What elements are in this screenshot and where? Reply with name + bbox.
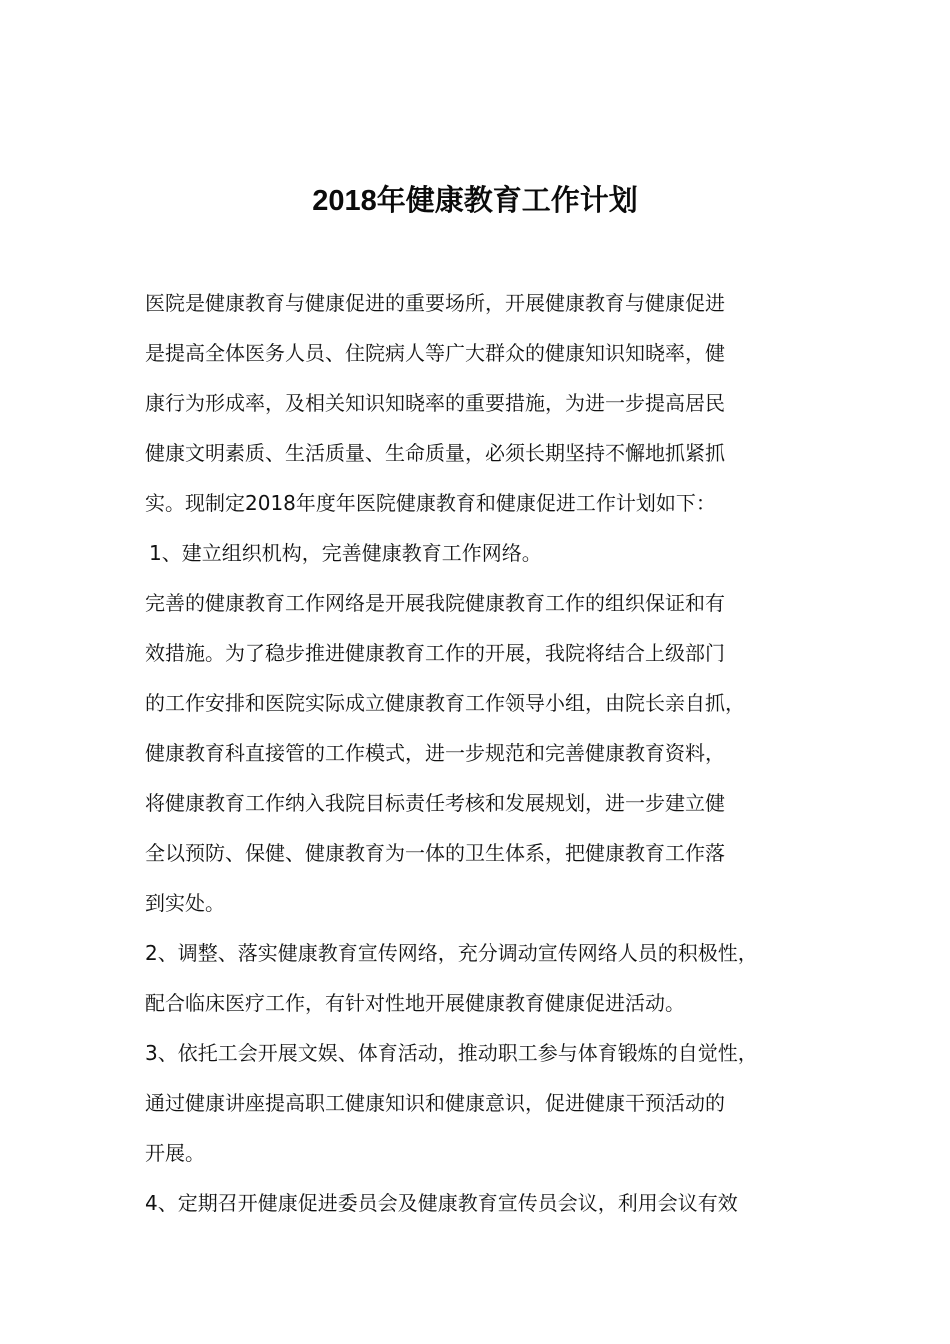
body-line: 是提高全体医务人员、住院病人等广大群众的健康知识知晓率，健 <box>145 341 725 365</box>
section-heading-1: 1、建立组织机构，完善健康教育工作网络。 <box>149 541 542 565</box>
section-item-4: 4、定期召开健康促进委员会及健康教育宣传员会议，利用会议有效 <box>145 1191 738 1215</box>
body-line: 到实处。 <box>145 891 225 915</box>
body-line: 的工作安排和医院实际成立健康教育工作领导小组，由院长亲自抓， <box>145 691 745 715</box>
body-line: 开展。 <box>145 1141 205 1165</box>
body-line: 配合临床医疗工作，有针对性地开展健康教育健康促进活动。 <box>145 991 685 1015</box>
body-line: 康行为形成率，及相关知识知晓率的重要措施，为进一步提高居民 <box>145 391 725 415</box>
body-line: 健康文明素质、生活质量、生命质量，必须长期坚持不懈地抓紧抓 <box>145 441 725 465</box>
body-line: 将健康教育工作纳入我院目标责任考核和发展规划，进一步建立健 <box>145 791 725 815</box>
document-title: 2018年健康教育工作计划 <box>312 185 638 217</box>
section-item-3: 3、依托工会开展文娱、体育活动，推动职工参与体育锻炼的自觉性， <box>145 1041 758 1065</box>
body-line: 医院是健康教育与健康促进的重要场所，开展健康教育与健康促进 <box>145 291 725 315</box>
body-line: 效措施。为了稳步推进健康教育工作的开展，我院将结合上级部门 <box>145 641 725 665</box>
document-body <box>145 278 825 1228</box>
body-line: 健康教育科直接管的工作模式，进一步规范和完善健康教育资料， <box>145 741 725 765</box>
body-line: 完善的健康教育工作网络是开展我院健康教育工作的组织保证和有 <box>145 591 725 615</box>
body-line: 通过健康讲座提高职工健康知识和健康意识，促进健康干预活动的 <box>145 1091 725 1115</box>
body-line: 全以预防、保健、健康教育为一体的卫生体系，把健康教育工作落 <box>145 841 725 865</box>
section-item-2: 2、调整、落实健康教育宣传网络，充分调动宣传网络人员的积极性， <box>145 941 758 965</box>
body-line: 实。现制定2018年度年医院健康教育和健康促进工作计划如下： <box>145 491 716 515</box>
